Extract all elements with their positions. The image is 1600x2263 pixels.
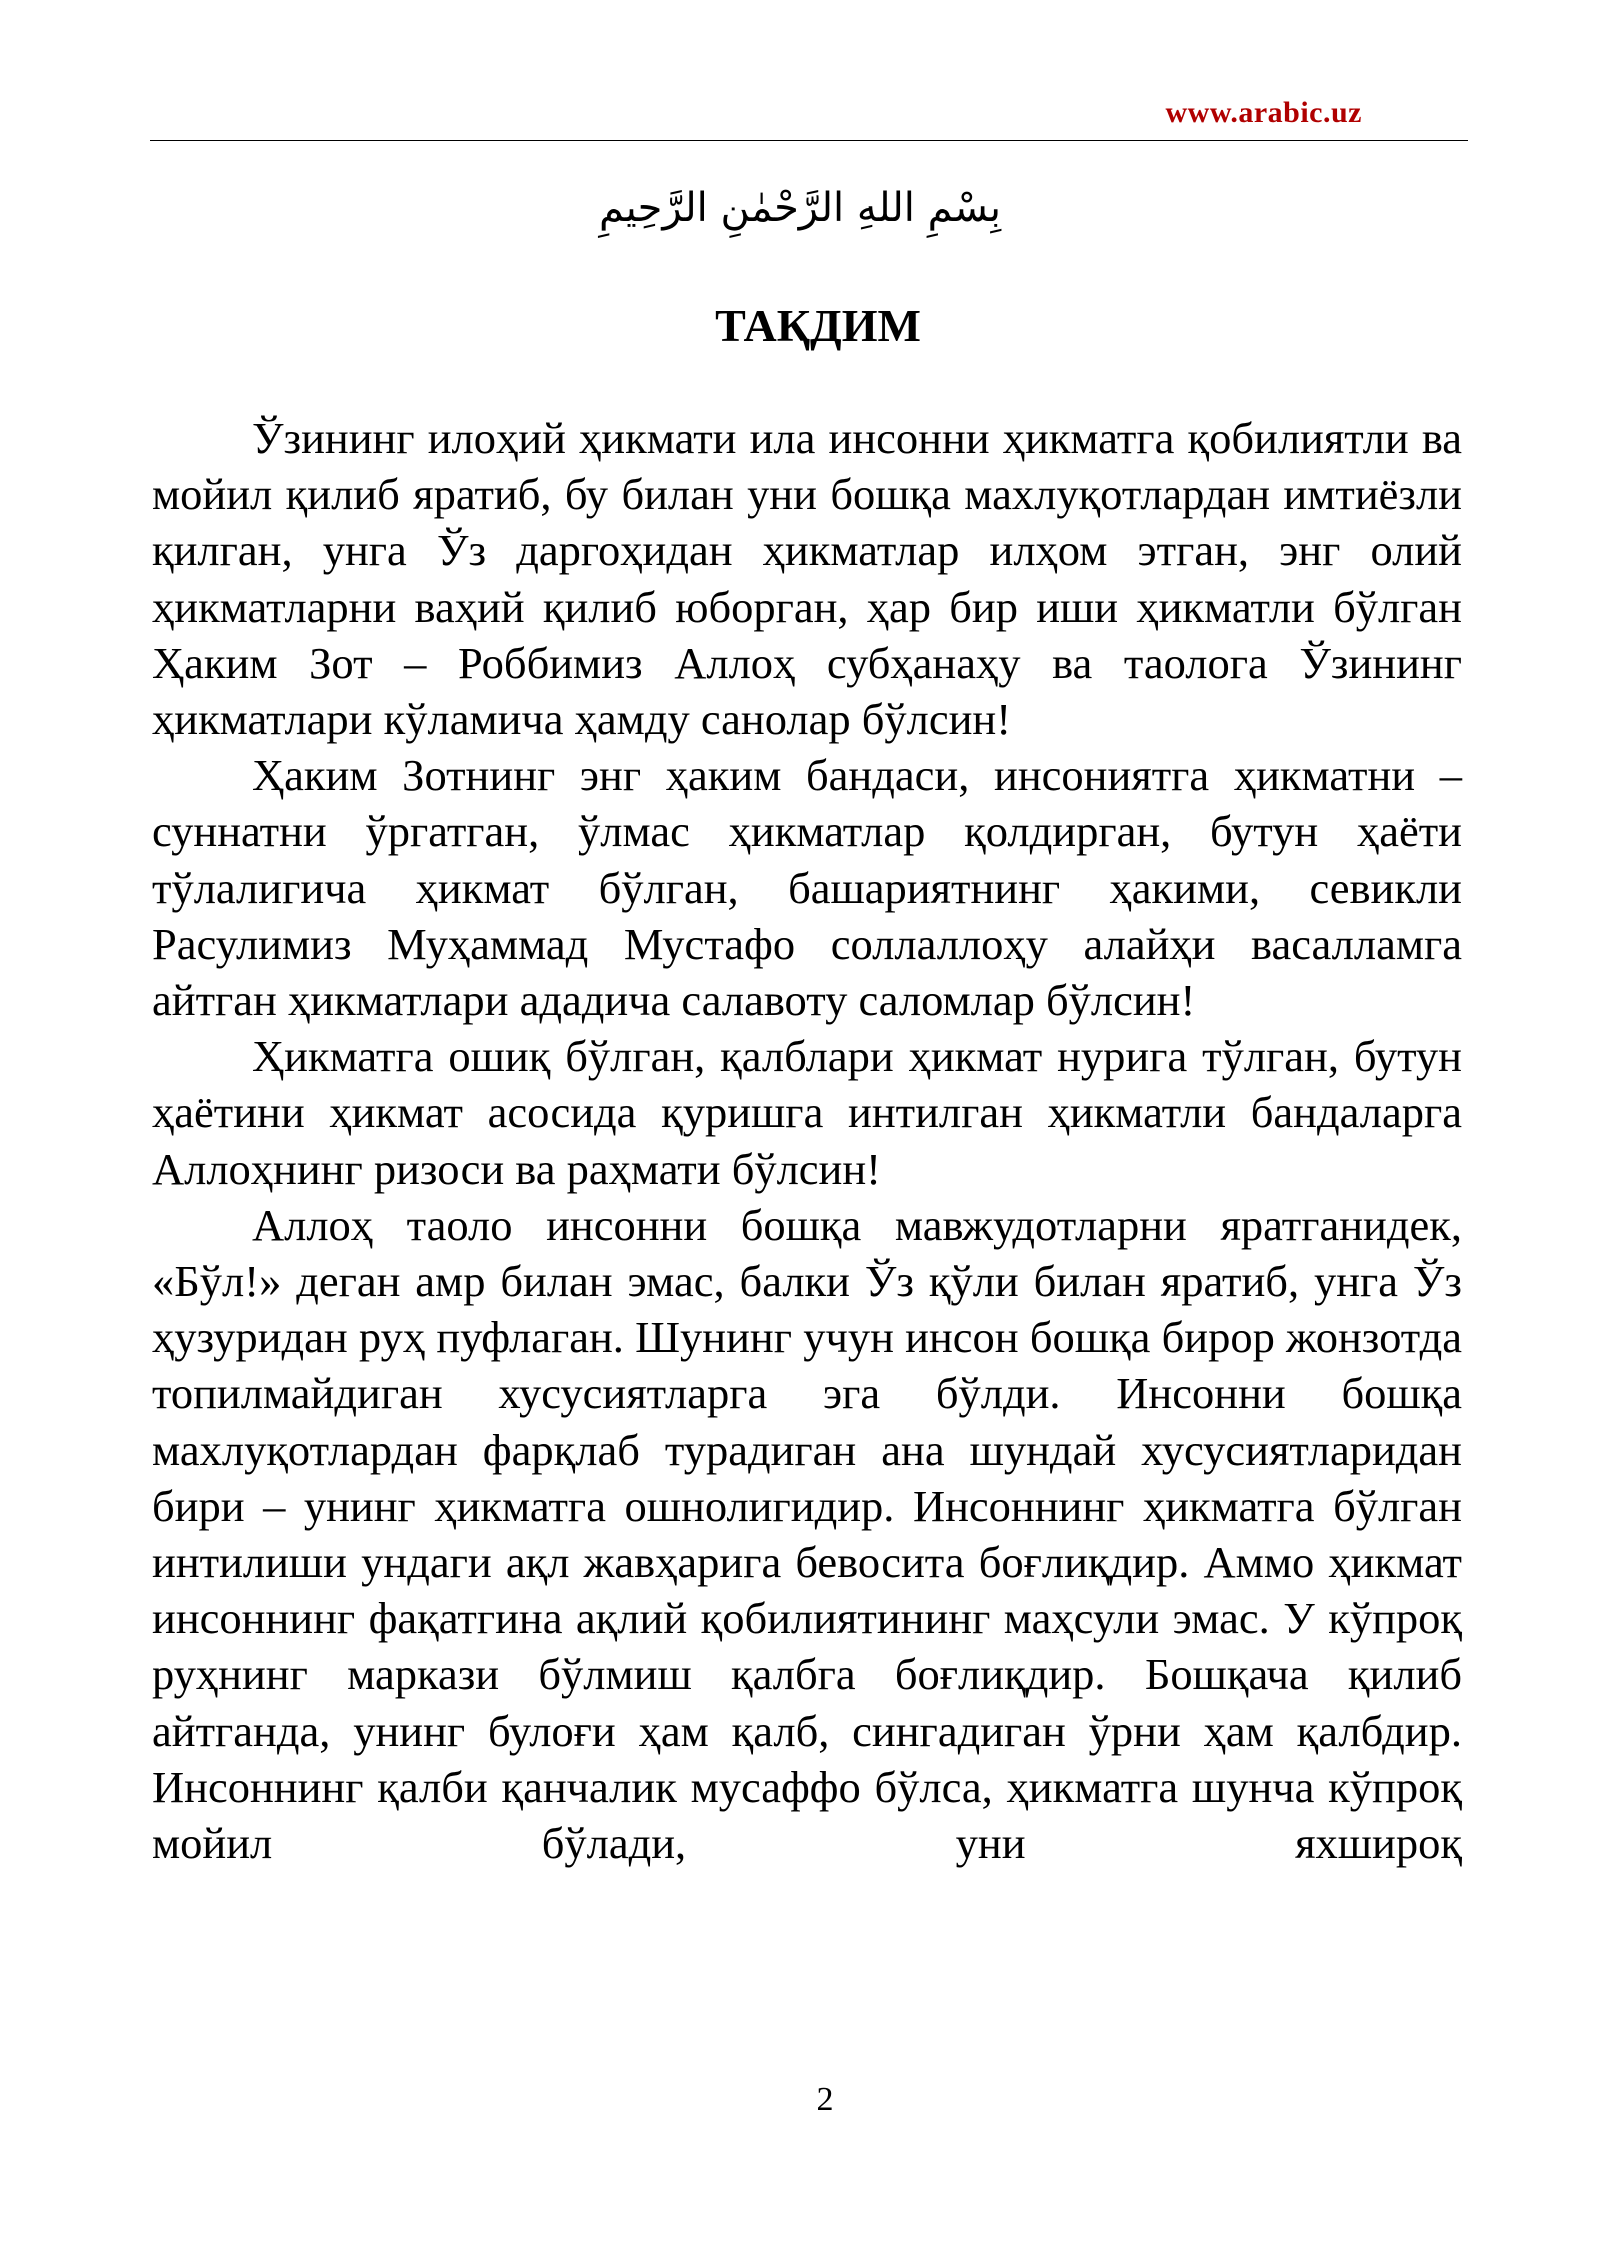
paragraph-3: Ҳикматга ошиқ бўлган, қалблари ҳикмат нурига тўлган, бутун ҳаётини ҳикмат асосида қуришга интилган ҳикматли бандаларга Аллоҳнинг ризоси ва раҳмати бўлсин! xyxy=(152,1031,1462,1194)
paragraph-1: Ўзининг илоҳий ҳикмати ила инсонни ҳикматга қобилиятли ва мойил қилиб яратиб, бу билан уни бошқа махлуқотлардан имтиёзли қилган, унга Ўз даргоҳидан ҳикматлар илҳом этган, энг олий ҳикматларни ваҳий қилиб юборган, ҳар бир иши ҳикматли бўлган Ҳаким Зот – Роббимиз Аллоҳ субҳанаҳу ва таолога Ўзининг ҳикматлари кўламича ҳамду санолар бўлсин! xyxy=(152,413,1462,745)
page-number: 2 xyxy=(816,2081,834,2118)
paragraph-2: Ҳаким Зотнинг энг ҳаким бандаси, инсониятга ҳикматни – суннатни ўргатган, ўлмас ҳикматлар қолдирган, бутун ҳаёти тўлалигича ҳикмат бўлган, башариятнинг ҳакими, севикли Расулимиз Муҳаммад Мустафо соллаллоҳу алайҳи васалламга айтган ҳикматлари ададича салавоту саломлар бўлсин! xyxy=(152,750,1462,1026)
header-website-url: www.arabic.uz xyxy=(1165,96,1362,129)
paragraph-4: Аллоҳ таоло инсонни бошқа мавжудотларни яратганидек, «Бўл!» деган амр билан эмас, балки Ўз қўли билан яратиб, унга Ўз ҳузуридан руҳ пуфлаган. Шунинг учун инсон бошқа бирор жонзотда топилмайдиган хусусиятларга эга бўлди. Инсонни бошқа махлуқотлардан фарқлаб турадиган ана шундай хусусиятларидан бири – унинг ҳикматга ошнолигидир. Инсоннинг ҳикматга бўлган интилиши ундаги ақл жавҳарига бевосита боғлиқдир. Аммо ҳикмат инсоннинг фақатгина ақлий қобилиятининг маҳсули эмас. У кўпроқ руҳнинг маркази бўлмиш қалбга боғлиқдир. Бошқача қилиб айтганда, унинг булоғи ҳам қалб, сингадиган ўрни ҳам қалбдир. Инсоннинг қалби қанчалик мусаффо бўлса, ҳикматга шунча кўпроқ мойил бўлади, уни яхшироқ xyxy=(152,1199,1462,1869)
body-text xyxy=(152,410,1462,1871)
page-title: ТАҚДИМ xyxy=(715,300,921,351)
basmala-calligraphy: بِسْمِ اللهِ الرَّحْمٰنِ الرَّحِيمِ xyxy=(598,185,1002,231)
header-divider xyxy=(150,140,1468,141)
